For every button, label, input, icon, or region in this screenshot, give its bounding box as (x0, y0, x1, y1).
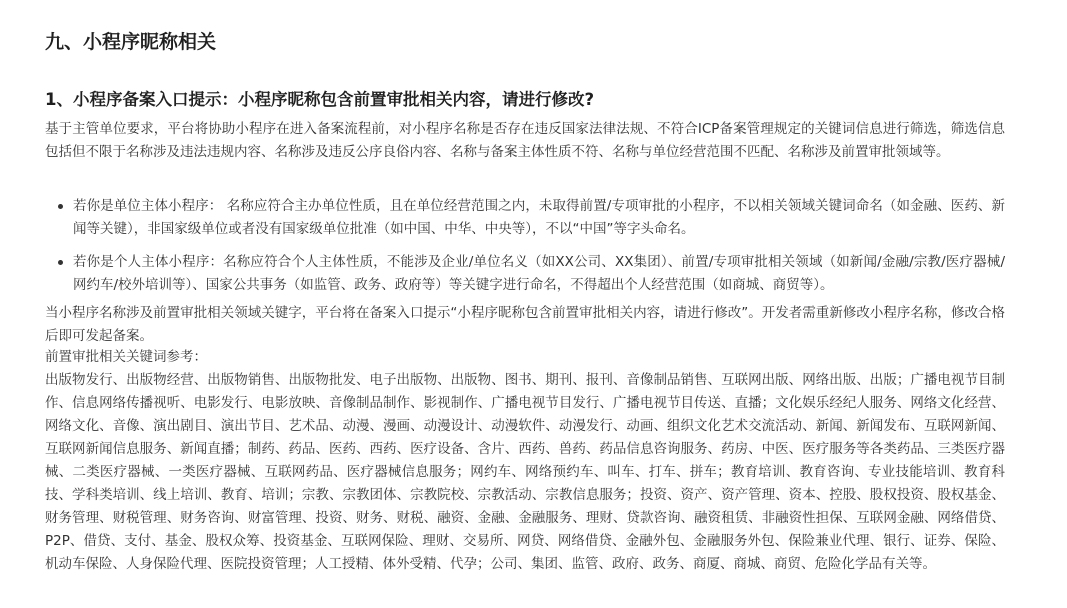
list-item (45, 251, 1005, 297)
keywords-heading: 前置审批相关关键词参考： (45, 349, 207, 365)
subsection-title: 1、小程序备案入口提示：小程序昵称包含前置审批相关内容，请进行修改? (45, 90, 595, 109)
bullet-dot (58, 260, 63, 265)
list-item-text: 若你是个人主体小程序：名称应符合个人主体性质，不能涉及企业/单位名义（如XX公司、XX集团）、前置/专项审批相关领域（如新闻/金融/宗教/医疗器械/网约车/校外培训等）、国家公共事务（如监管、政务、政府等）等关键字进行命名，不得超出个人经营范围（如商城、商贸等）。 (73, 254, 1005, 293)
notice-paragraph: 当小程序名称涉及前置审批相关领域关键字，平台将在备案入口提示“小程序昵称包含前置审批相关内容，请进行修改”。开发者需重新修改小程序名称，修改合格后即可发起备案。 (45, 305, 1005, 344)
bullet-dot (58, 204, 63, 209)
requirements-list (45, 195, 1005, 307)
list-item-text: 若你是单位主体小程序： 名称应符合主办单位性质，且在单位经营范围之内，未取得前置/专项审批的小程序，不以相关领域关键词命名（如金融、医药、新闻等关键），非国家级单位或者没有国家级单位批准（如中国、中华、中央等），不以“中国”等字头命名。 (73, 198, 1005, 237)
keywords-paragraph: 出版物发行、出版物经营、出版物销售、出版物批发、电子出版物、出版物、图书、期刊、报刊、音像制品销售、互联网出版、网络出版、出版；广播电视节目制作、信息网络传播视听、电影发行、电影放映、音像制品制作、影视制作、广播电视节目发行、广播电视节目传送、直播；文化娱乐经纪人服务、网络文化经营、网络文化、音像、演出剧目、演出节目、艺术品、动漫、漫画、动漫设计、动漫软件、动漫发行、动画、组织文化艺术交流活动、新闻、新闻发布、互联网新闻、互联网新闻信息服务、新闻直播；制药、药品、医药、西药、医疗设备、含片、西药、兽药、药品信息咨询服务、药房、中医、医疗服务等各类药品、三类医疗器械、二类医疗器械、一类医疗器械、互联网药品、医疗器械信息服务；网约车、网络预约车、叫车、打车、拼车；教育培训、教育咨询、专业技能培训、教育科技、学科类培训、线上培训、教育、培训；宗教、宗教团体、宗教院校、宗教活动、宗教信息服务；投资、资产、资产管理、资本、控股、股权投资、股权基金、财务管理、财税管理、财务咨询、财富管理、投资、财务、财税、融资、金融、金融服务、理财、贷款咨询、融资租赁、非融资性担保、互联网金融、网络借贷、P2P、借贷、支付、基金、股权众筹、投资基金、互联网保险、理财、交易所、网贷、网络借贷、金融外包、金融服务外包、保险兼业代理、银行、证券、保险、机动车保险、人身保险代理、医院投资管理；人工授精、体外受精、代孕；公司、集团、监管、政府、政务、商厦、商城、商贸、危险化学品有关等。 (45, 372, 1005, 572)
section-title: 九、小程序昵称相关 (45, 31, 217, 53)
intro-paragraph: 基于主管单位要求，平台将协助小程序在进入备案流程前，对小程序名称是否存在违反国家法律法规、不符合ICP备案管理规定的关键词信息进行筛选，筛选信息包括但不限于名称涉及违法违规内容、名称涉及违反公序良俗内容、名称与备案主体性质不符、名称与单位经营范围不匹配、名称涉及前置审批领域等。 (45, 121, 1005, 160)
list-item (45, 195, 1005, 241)
